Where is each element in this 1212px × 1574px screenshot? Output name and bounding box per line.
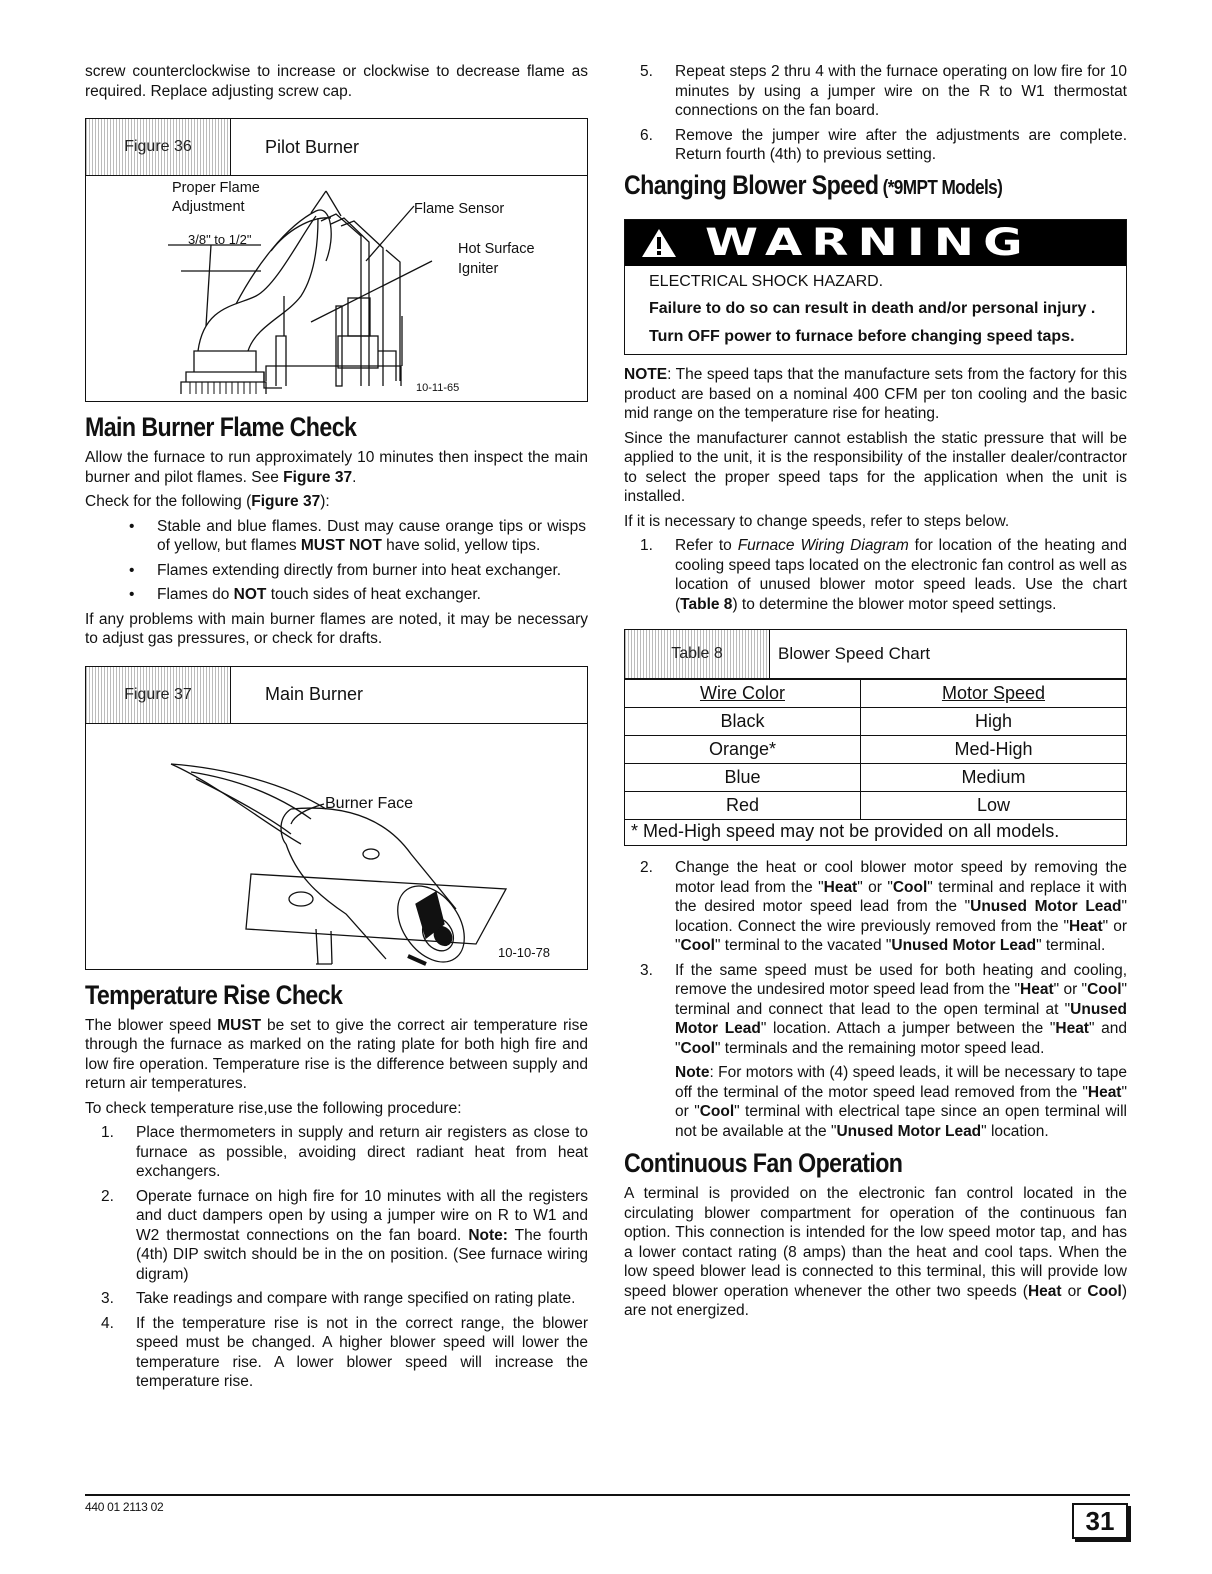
figure-36-header xyxy=(86,119,587,176)
table-8-title: Blower Speed Chart xyxy=(778,644,931,663)
label-hot-surface: Hot Surface xyxy=(458,241,535,257)
list-item: 3. Take readings and compare with range specified on rating plate. xyxy=(101,1290,576,1307)
page-number: 31 xyxy=(1072,1503,1128,1539)
warning-bar xyxy=(625,220,1126,266)
left-column xyxy=(85,62,588,1392)
figure-36 xyxy=(85,118,588,402)
label-flame-sensor: Flame Sensor xyxy=(414,201,505,217)
step3-note: Note: For motors with (4) speed leads, it will be necessary to tape off the terminal of the motor speed lead removed from the "Heat" or "Cool" terminal with electrical tape since an open terminal will not be available at the "Unused Motor Lead" location. xyxy=(675,1064,1127,1140)
column-header: Motor Speed xyxy=(860,680,1126,708)
figure-37-tag: Figure 37 xyxy=(86,667,231,723)
continuous-fan-paragraph: A terminal is provided on the electronic fan control located in the circulating blower compartment for operation of the continuous fan option. This connection is intended for the low speed motor tap, and has a lower contact rating (8 amps) than the heat and cool taps. When the low speed blower lead is connected to this terminal, this will provide low speed blower operation whenever the other two speeds (Heat or Cool) are not energized. xyxy=(624,1185,1127,1319)
note-paragraph: NOTE: The speed taps that the manufacture sets from the factory for this product are based on a nominal 400 CFM per ton cooling and the basic mid range on the temperature rise for heating. xyxy=(624,366,1127,422)
list-item: 1. Refer to Furnace Wiring Diagram for location of the heating and cooling speed taps located on the electronic fan control as well as location of unused blower motor speed leads. Use the chart (Table 8) to determine the blower motor speed settings. xyxy=(640,537,1127,613)
main-burner-p1: Allow the furnace to run approximately 10 minutes then inspect the main burner and pilot flames. See Figure 37. xyxy=(85,449,588,486)
main-burner-p3: If any problems with main burner flames are noted, it may be necessary to adjust gas pressures, or check for drafts. xyxy=(85,610,588,647)
figure-37-code: 10-10-78 xyxy=(498,944,551,960)
figure-37-title: Main Burner xyxy=(265,684,364,704)
blower-steps-2 xyxy=(624,858,1127,1141)
figure-37 xyxy=(85,666,588,970)
continuous-fan-heading: Continuous Fan Operation xyxy=(624,1148,903,1178)
temp-p1: The blower speed MUST be set to give the correct air temperature rise through the furnace as marked on the rating plate for both high fire and low fire operation. Temperature rise is the difference between supply and return air temperatures. xyxy=(85,1016,588,1092)
main-burner-heading: Main Burner Flame Check xyxy=(85,412,357,442)
figure-37-header xyxy=(86,667,587,724)
flame-checklist xyxy=(85,517,588,605)
wire-color-cell: Red xyxy=(625,792,860,820)
temp-steps xyxy=(85,1123,588,1392)
temp-p2: To check temperature rise,use the following procedure: xyxy=(85,1099,462,1117)
blower-speed-table xyxy=(625,679,1126,820)
table-footnote: * Med-High speed may not be provided on all models. xyxy=(631,821,1060,841)
intro-text: screw counterclockwise to increase or clockwise to decrease flame as required. Replace adjusting screw cap. xyxy=(85,63,588,100)
list-item: • Stable and blue flames. Dust may cause orange tips or wisps of yellow, but flames MUST NOT have solid, yellow tips. xyxy=(85,517,588,556)
warning-triangle-icon xyxy=(639,226,679,260)
list-item: 5. Repeat steps 2 thru 4 with the furnace operating on low fire for 10 minutes by using a jumper wire on the R to W1 thermostat connections on the fan board. xyxy=(640,63,1127,119)
table-row xyxy=(625,764,1126,792)
figure-36-code: 10-11-65 xyxy=(416,382,460,394)
motor-speed-cell: Low xyxy=(860,792,1126,820)
list-item: 4. If the temperature rise is not in the correct range, the blower speed must be changed. A higher blower speed will lower the temperature rise. A lower blower speed will increase the temperature rise. xyxy=(101,1314,588,1390)
list-item: 2. Change the heat or cool blower motor speed by removing the motor lead from the "Heat" or "Cool" terminal and replace it with the desired motor speed lead from the "Unused Motor Lead" location. Connect the wire previously removed from the "Heat" or "Cool" terminal to the vacated "Unused Motor Lead" terminal. xyxy=(640,859,1128,954)
warning-line-2: Failure to do so can result in death and/or personal injury . xyxy=(649,300,1096,317)
motor-speed-cell: Med-High xyxy=(860,736,1126,764)
right-column xyxy=(624,62,1127,1321)
if-necessary-paragraph: If it is necessary to change speeds, refer to steps below. xyxy=(624,512,1010,530)
table-header-row xyxy=(625,680,1126,708)
label-adjustment: Adjustment xyxy=(172,199,245,215)
label-dimension: 3/8" to 1/2" xyxy=(188,232,252,247)
table-row xyxy=(625,792,1126,820)
figure-36-title: Pilot Burner xyxy=(265,136,360,157)
table-8 xyxy=(624,629,1127,846)
footer-rule xyxy=(85,1494,1130,1496)
list-item: 1. Place thermometers in supply and return air registers as close to furnace as possible, avoiding direct radiant heat from heat exchangers. xyxy=(101,1124,588,1180)
list-item: 6. Remove the jumper wire after the adjustments are complete. Return fourth (4th) to previous setting. xyxy=(640,126,1127,163)
list-item: 2. Operate furnace on high fire for 10 minutes with all the registers and duct dampers open by using a jumper wire on R to W1 and W2 thermostat connections on the fan board. Note: The fourth (4th) DIP switch should be in the on position. (See furnace wiring digram) xyxy=(101,1187,588,1283)
label-igniter: Igniter xyxy=(458,261,499,277)
warning-box xyxy=(624,219,1127,356)
figure-36-tag: Figure 36 xyxy=(86,119,231,175)
main-burner-diagram xyxy=(86,724,586,968)
motor-speed-cell: Medium xyxy=(860,764,1126,792)
blower-steps-1 xyxy=(624,536,1127,614)
list-item: • Flames extending directly from burner into heat exchanger. xyxy=(85,561,588,581)
motor-speed-cell: High xyxy=(860,708,1126,736)
warning-body xyxy=(625,266,1126,355)
main-burner-p2: Check for the following (Figure 37): xyxy=(85,493,330,510)
table-8-header xyxy=(625,630,1126,679)
since-paragraph: Since the manufacturer cannot establish the static pressure that will be applied to the unit, it is the responsibility of the installer dealer/contractor to select the proper speed taps for the application when the unit is installed. xyxy=(624,429,1127,505)
blower-speed-heading: Changing Blower Speed (*9MPT Models) xyxy=(624,169,1003,200)
table-row xyxy=(625,736,1126,764)
footer-document-code: 440 01 2113 02 xyxy=(85,1500,164,1514)
warning-line-3: Turn OFF power to furnace before changing speed taps. xyxy=(649,327,1075,345)
wire-color-cell: Black xyxy=(625,708,860,736)
table-row xyxy=(625,708,1126,736)
list-item: 3. If the same speed must be used for both heating and cooling, remove the undesired motor speed lead from the "Heat" or "Cool" terminal and connect that lead to the open terminal at "Unused Motor Lead" location. Attach a jumper between the "Heat" and "Cool" terminals and the remaining motor speed lead. Note: For motors with (4) speed leads, it will be necessary to tape off the terminal of the motor speed lead removed from the "Heat" or "Cool" terminal with electrical tape since an open terminal will not be available at the "Unused Motor Lead" location. xyxy=(640,961,1128,1140)
temperature-rise-heading: Temperature Rise Check xyxy=(85,979,343,1010)
label-burner-face: Burner Face xyxy=(325,794,414,812)
temp-steps-continued xyxy=(624,62,1127,165)
pilot-burner-diagram xyxy=(86,176,586,400)
wire-color-cell: Orange* xyxy=(625,736,860,764)
label-proper-flame: Proper Flame xyxy=(172,180,260,196)
table-8-tag: Table 8 xyxy=(625,630,770,678)
warning-line-1: ELECTRICAL SHOCK HAZARD. xyxy=(649,272,884,290)
list-item: • Flames do NOT touch sides of heat exchanger. xyxy=(85,585,588,605)
column-header: Wire Color xyxy=(625,680,860,708)
warning-word: WARNING xyxy=(705,221,1032,264)
wire-color-cell: Blue xyxy=(625,764,860,792)
